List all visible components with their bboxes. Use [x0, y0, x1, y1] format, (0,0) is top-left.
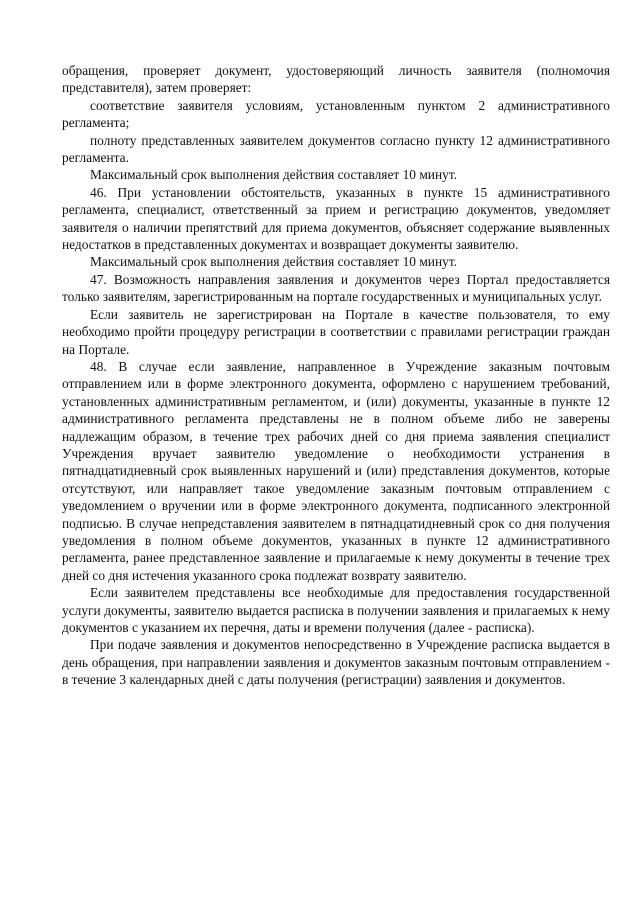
paragraph-condition-point-2: соответствие заявителя условиям, установленным пунктом 2 административного регламента;	[62, 97, 610, 131]
paragraph-max-time-1: Максимальный срок выполнения действия составляет 10 минут.	[90, 167, 458, 183]
paragraph-continuation: обращения, проверяет документ, удостоверяющий личность заявителя (полномочия представителя), затем проверяет:	[62, 63, 610, 96]
paragraph-item-48: 48. В случае если заявление, направленное в Учреждение заказным почтовым отправлением или в форме электронного документа, оформлено с нарушением требований, установленных административным регламентом, и (или) документы, указанные в пункте 12 административного регламента представлены не в полном объеме либо не заверены надлежащим образом, в течение трех рабочих дней со дня приема заявления специалист Учреждения вручает заявителю уведомление о необходимости устранения в пятнадцатидневный срок выявленных нарушений и (или) представления документов, которые отсутствуют, или направляет такое уведомление заказным почтовым отправлением с уведомлением о вручении или в форме электронного документа, подписанного электронной подписью. В случае непредставления заявителем в пятнадцатидневный срок со дня получения уведомления в полном объеме документов, указанных в пункте 12 административного регламента, ранее представленное заявление и прилагаемые к нему документы в течение трех дней со дня истечения указанного срока подлежат возврату заявителю.	[62, 358, 610, 583]
paragraph-receipt: Если заявителем представлены все необходимые для предоставления государственной услуги документы, заявителю выдается расписка в получении заявления и прилагаемых к нему документов с указанием их перечня, даты и времени получения (далее - расписка).	[62, 585, 610, 635]
paragraph-portal-registration: Если заявитель не зарегистрирован на Портале в качестве пользователя, то ему необходимо пройти процедуру регистрации в соответствии с правилами регистрации граждан на Портале.	[62, 306, 610, 357]
paragraph-max-time-2: Максимальный срок выполнения действия составляет 10 минут.	[90, 254, 458, 270]
paragraph-completeness-point-12: полноту представленных заявителем документов согласно пункту 12 административного регламента.	[62, 132, 610, 166]
paragraph-item-46: 46. При установлении обстоятельств, указанных в пункте 15 административного регламента, специалист, ответственный за прием и регистрацию документов, уведомляет заявителя о наличии препятствий для приема документов, объясняет содержание выявленных недостатков в представленных документах и возвращает документы заявителю.	[62, 184, 610, 253]
document-page	[62, 62, 610, 689]
paragraph-item-47: 47. Возможность направления заявления и документов через Портал предоставляется только заявителям, зарегистрированным на портале государственных и муниципальных услуг.	[62, 271, 610, 305]
paragraph-receipt-issuance: При подаче заявления и документов непосредственно в Учреждение расписка выдается в день обращения, при направлении заявления и документов заказным почтовым отправлением - в течение 3 календарных дней с даты получения (регистрации) заявления и документов.	[62, 637, 610, 688]
